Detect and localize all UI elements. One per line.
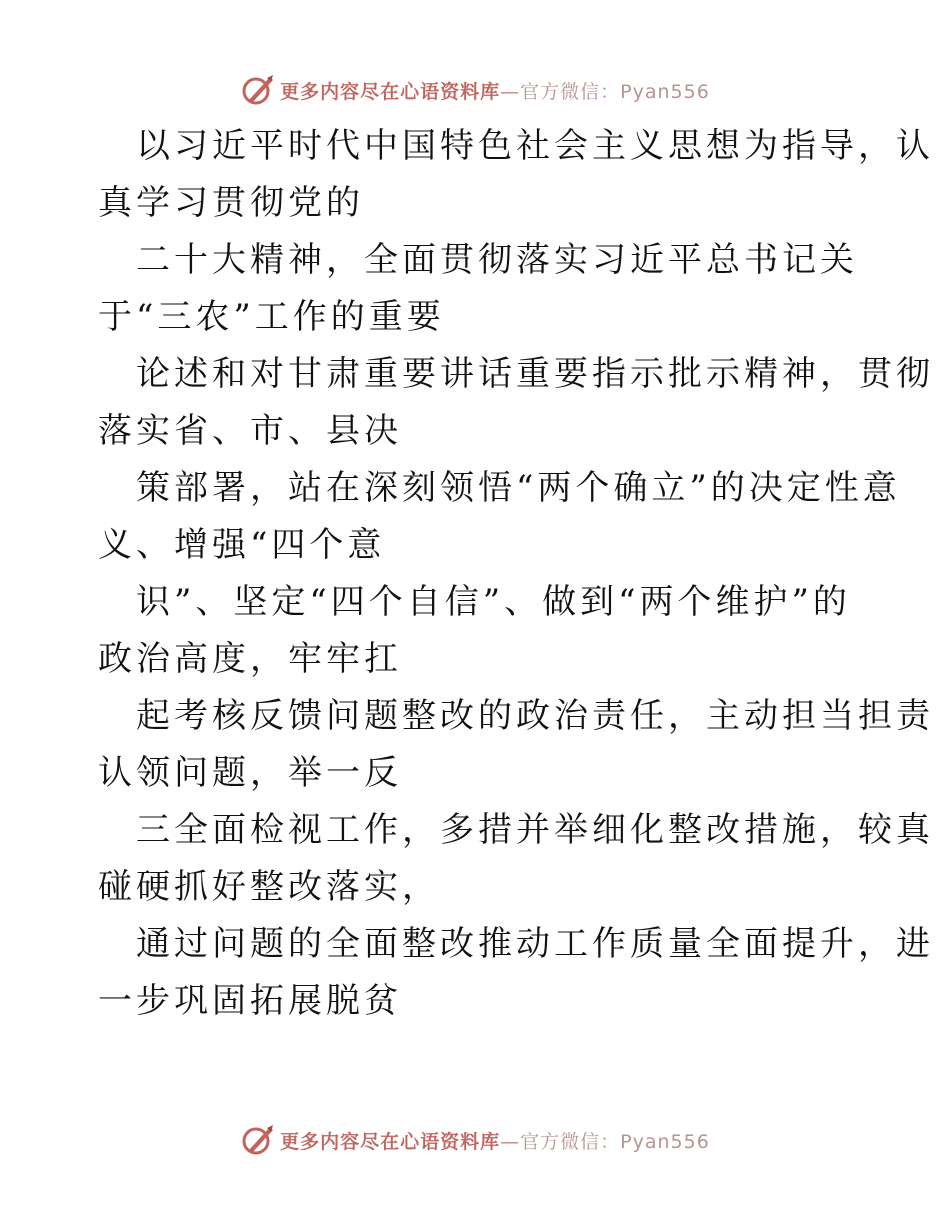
document-body — [98, 118, 934, 1030]
paragraph-line: 义、增强“四个意 — [98, 525, 386, 565]
paragraph-line: 论述和对甘肃重要讲话重要指示批示精神，贯彻 — [136, 354, 934, 394]
paragraph — [98, 574, 858, 688]
paragraph-line: 政治高度，牢牢扛 — [98, 639, 402, 679]
paragraph-line: 认领问题，举一反 — [98, 753, 402, 793]
footer-watermark-banner — [0, 1120, 950, 1160]
paragraph-line: 落实省、市、县决 — [98, 411, 402, 451]
banner-brand: 更多内容尽在心语资料库 — [280, 1130, 501, 1153]
paragraph-line: 碰硬抓好整改落实， — [98, 867, 440, 907]
banner-text — [280, 77, 710, 104]
paragraph-line: 三全面检视工作，多措并举细化整改措施，较真 — [136, 810, 934, 850]
quill-pen-icon — [240, 1123, 276, 1157]
paragraph — [98, 346, 934, 460]
paragraph-line: 通过问题的全面整改推动工作质量全面提升，进 — [136, 924, 934, 964]
banner-separator: — — [500, 80, 521, 103]
paragraph-line: 起考核反馈问题整改的政治责任，主动担当担责 — [136, 696, 934, 736]
paragraph — [98, 688, 934, 802]
paragraph-line: 真学习贯彻党的 — [98, 183, 364, 223]
paragraph-line: 于“三农”工作的重要 — [98, 297, 445, 337]
header-watermark-banner — [0, 70, 950, 110]
banner-text — [280, 1127, 710, 1154]
paragraph-line: 一步巩固拓展脱贫 — [98, 981, 402, 1021]
paragraph — [98, 802, 934, 916]
paragraph — [98, 916, 934, 1030]
paragraph-line: 以习近平时代中国特色社会主义思想为指导，认 — [136, 126, 934, 166]
paragraph-line: 策部署，站在深刻领悟“两个确立”的决定性意 — [136, 468, 901, 508]
paragraph — [98, 232, 858, 346]
quill-pen-icon — [240, 73, 276, 107]
paragraph-line: 识”、坚定“四个自信”、做到“两个维护”的 — [136, 582, 851, 622]
banner-separator: — — [500, 1130, 521, 1153]
banner-brand: 更多内容尽在心语资料库 — [280, 80, 501, 103]
paragraph — [98, 460, 901, 574]
banner-wechat: 官方微信：Pyan556 — [520, 1130, 710, 1153]
paragraph — [98, 118, 934, 232]
paragraph-line: 二十大精神，全面贯彻落实习近平总书记关 — [136, 240, 858, 280]
banner-wechat: 官方微信：Pyan556 — [520, 80, 710, 103]
